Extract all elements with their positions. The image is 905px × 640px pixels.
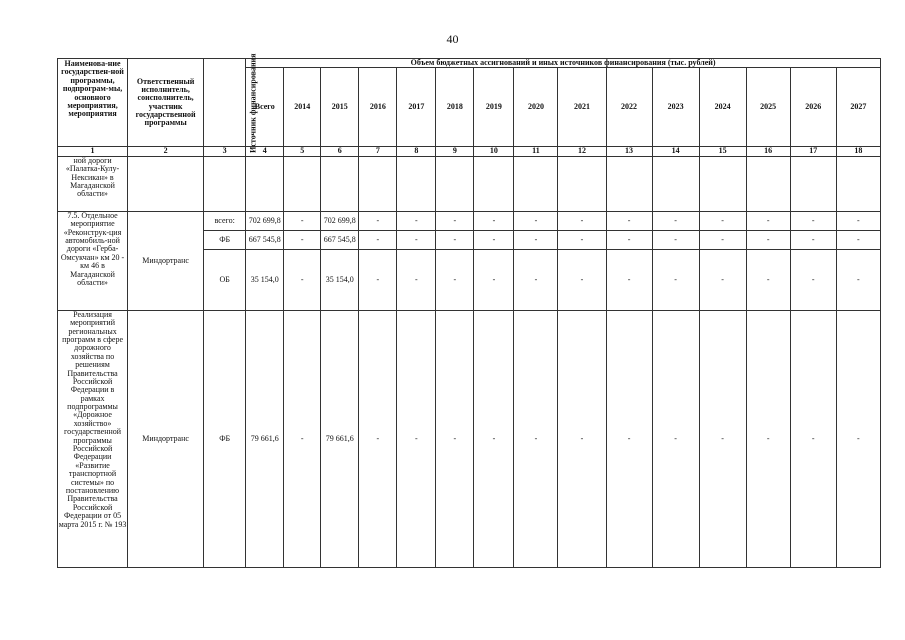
- row-value: -: [284, 230, 321, 249]
- column-number: 3: [204, 147, 246, 156]
- header-year: 2016: [359, 68, 397, 147]
- row-value: -: [606, 211, 652, 230]
- column-number-row: [58, 147, 881, 156]
- row-value: -: [699, 310, 746, 567]
- row-value: -: [359, 230, 397, 249]
- row-name: 7.5. Отдельное мероприятие «Реконструк-ция автомобиль-ной дороги «Герба-Омсукчан» км 20 - км 46 в Магаданской области»: [58, 211, 128, 310]
- row-value: -: [436, 230, 474, 249]
- header-source-text: Источник финансирования: [248, 53, 258, 153]
- header-responsible: Ответственный исполнитель, соисполнитель, участник государственной программы: [128, 59, 204, 147]
- row-responsible: Миндортранс: [128, 310, 204, 567]
- header-source: [204, 53, 258, 153]
- financing-table: [57, 53, 881, 568]
- header-year: 2027: [836, 68, 880, 147]
- row-value: -: [836, 230, 880, 249]
- row-value: -: [606, 230, 652, 249]
- row-value: -: [436, 249, 474, 310]
- column-number: 10: [474, 147, 514, 156]
- row-value: -: [606, 310, 652, 567]
- row-value: -: [746, 310, 790, 567]
- column-number: 11: [514, 147, 558, 156]
- column-number: 7: [359, 147, 397, 156]
- row-value: -: [836, 249, 880, 310]
- row-value: -: [836, 211, 880, 230]
- row-value: -: [652, 230, 699, 249]
- header-year: 2014: [284, 68, 321, 147]
- row-value: -: [514, 249, 558, 310]
- row-value: -: [699, 230, 746, 249]
- column-number: 5: [284, 147, 321, 156]
- row-total: 667 545,8: [246, 230, 284, 249]
- row-value: -: [397, 249, 436, 310]
- row-source: ОБ: [204, 249, 246, 310]
- empty-cell: [359, 156, 397, 211]
- empty-cell: [558, 156, 606, 211]
- header-year: 2020: [514, 68, 558, 147]
- empty-cell: [284, 156, 321, 211]
- header-year: 2026: [790, 68, 836, 147]
- header-year: 2024: [699, 68, 746, 147]
- row-total: 35 154,0: [246, 249, 284, 310]
- column-number: 18: [836, 147, 880, 156]
- empty-cell: [397, 156, 436, 211]
- column-number: 13: [606, 147, 652, 156]
- header-total: Всего: [246, 68, 284, 147]
- row-value: -: [474, 230, 514, 249]
- row-name: Реализация мероприятий региональных программ в сфере дорожного хозяйства по решениям Правительства Российской Федерации в рамках подпрограммы «Дорожное хозяйство» государственной программы Российской Федерации «Развитие транспортной системы» по постановлению Правительства Российской Федерации от 05 марта 2015 г. № 193: [58, 310, 128, 567]
- row-value: -: [652, 249, 699, 310]
- row-value: -: [558, 310, 606, 567]
- row-value: -: [514, 230, 558, 249]
- row-value: -: [699, 211, 746, 230]
- row-value: 667 545,8: [321, 230, 359, 249]
- table-row: [58, 211, 881, 230]
- row-value: -: [284, 211, 321, 230]
- row-value: -: [514, 211, 558, 230]
- column-number: 2: [128, 147, 204, 156]
- empty-cell: [204, 156, 246, 211]
- row-value: -: [746, 249, 790, 310]
- empty-cell: [246, 156, 284, 211]
- row-value: -: [652, 211, 699, 230]
- header-volume: Объем бюджетных ассигнований и иных источников финансирования (тыс. рублей): [246, 59, 881, 68]
- row-source: ФБ: [204, 230, 246, 249]
- table-row-continuation: [58, 156, 881, 211]
- column-number: 15: [699, 147, 746, 156]
- column-number: 6: [321, 147, 359, 156]
- row-value: -: [514, 310, 558, 567]
- row-value: -: [397, 211, 436, 230]
- row-value: 702 699,8: [321, 211, 359, 230]
- header-year: 2025: [746, 68, 790, 147]
- row-value: -: [359, 249, 397, 310]
- row-value: -: [790, 310, 836, 567]
- column-number: 1: [58, 147, 128, 156]
- header-year: 2019: [474, 68, 514, 147]
- row-total: 79 661,6: [246, 310, 284, 567]
- header-year: 2022: [606, 68, 652, 147]
- header-year: 2018: [436, 68, 474, 147]
- column-number: 17: [790, 147, 836, 156]
- empty-cell: [321, 156, 359, 211]
- row-source: ФБ: [204, 310, 246, 567]
- row-value: -: [790, 230, 836, 249]
- header-year: 2017: [397, 68, 436, 147]
- row-value: -: [359, 211, 397, 230]
- row-value: -: [397, 230, 436, 249]
- page-number: 40: [446, 32, 459, 46]
- empty-cell: [652, 156, 699, 211]
- table-row: [58, 310, 881, 567]
- row-value: -: [284, 310, 321, 567]
- row-value: -: [474, 310, 514, 567]
- empty-cell: [790, 156, 836, 211]
- header-name: Наименова-ние государствен-ной программы, подпрограм-мы, основного мероприятия, мероприятия: [58, 59, 128, 147]
- empty-cell: [128, 156, 204, 211]
- row-value: -: [436, 310, 474, 567]
- row-total: 702 699,8: [246, 211, 284, 230]
- row-value: -: [836, 310, 880, 567]
- empty-cell: [699, 156, 746, 211]
- row-value: -: [558, 249, 606, 310]
- column-number: 16: [746, 147, 790, 156]
- row-source: всего:: [204, 211, 246, 230]
- header-year: 2023: [652, 68, 699, 147]
- row-value: -: [284, 249, 321, 310]
- header-year: 2021: [558, 68, 606, 147]
- row-value: -: [652, 310, 699, 567]
- header-year: 2015: [321, 68, 359, 147]
- column-number: 4: [246, 147, 284, 156]
- empty-cell: [514, 156, 558, 211]
- row-value: -: [558, 230, 606, 249]
- row-value: -: [790, 249, 836, 310]
- row-value: -: [397, 310, 436, 567]
- empty-cell: [606, 156, 652, 211]
- column-number: 14: [652, 147, 699, 156]
- row-value: -: [474, 249, 514, 310]
- row-value: -: [436, 211, 474, 230]
- row-value: -: [746, 230, 790, 249]
- row-name: ной дороги «Палатка-Кулу-Нексикан» в Магаданской области»: [58, 156, 128, 211]
- row-value: -: [746, 211, 790, 230]
- row-responsible: Миндортранс: [128, 211, 204, 310]
- row-value: -: [699, 249, 746, 310]
- empty-cell: [746, 156, 790, 211]
- column-number: 12: [558, 147, 606, 156]
- header-row-1: [58, 59, 881, 68]
- column-number: 9: [436, 147, 474, 156]
- row-value: -: [558, 211, 606, 230]
- column-number: 8: [397, 147, 436, 156]
- empty-cell: [836, 156, 880, 211]
- row-value: -: [606, 249, 652, 310]
- row-value: -: [790, 211, 836, 230]
- empty-cell: [474, 156, 514, 211]
- row-value: 79 661,6: [321, 310, 359, 567]
- row-value: 35 154,0: [321, 249, 359, 310]
- row-value: -: [359, 310, 397, 567]
- empty-cell: [436, 156, 474, 211]
- row-value: -: [474, 211, 514, 230]
